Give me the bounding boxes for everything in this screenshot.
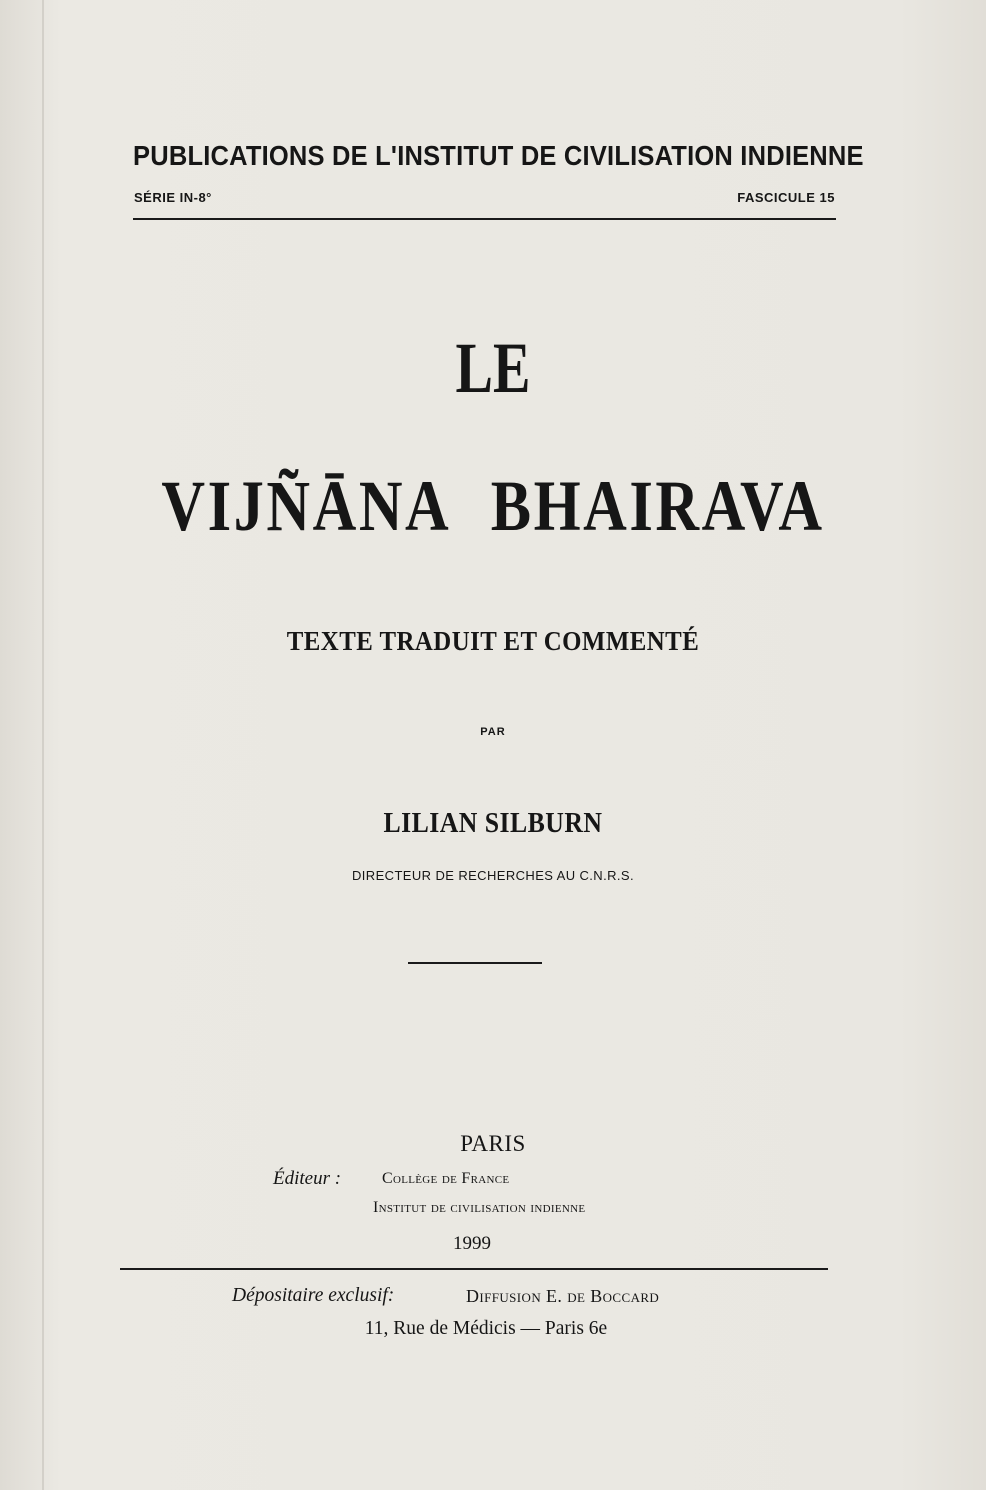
book-subtitle: TEXTE TRADUIT ET COMMENTÉ (286, 626, 700, 656)
publisher-name: Collège de France (382, 1170, 510, 1187)
author-name: LILIAN SILBURN (383, 808, 603, 839)
series-title: PUBLICATIONS DE L'INSTITUT DE CIVILISATION INDIENNE (133, 141, 864, 172)
series-label: SÉRIE IN-8° (134, 190, 212, 205)
fascicle-label: FASCICULE 15 (737, 190, 835, 205)
publication-city: PARIS (460, 1131, 526, 1156)
center-rule (408, 962, 542, 964)
by-label: PAR (480, 726, 506, 738)
cover-fold-line (42, 0, 44, 1490)
book-title-line-2: VIJÑĀNA BHAIRAVA (161, 466, 825, 546)
top-rule (133, 218, 836, 220)
author-role: DIRECTEUR DE RECHERCHES AU C.N.R.S. (352, 868, 634, 883)
distributor-address: 11, Rue de Médicis — Paris 6e (364, 1318, 608, 1339)
distributor-name: Diffusion E. de Boccard (466, 1286, 660, 1306)
bottom-rule (120, 1268, 828, 1270)
book-title-line-1: LE (455, 328, 531, 408)
publication-year: 1999 (453, 1233, 491, 1254)
publisher-institute: Institut de civilisation indienne (373, 1199, 586, 1216)
publisher-label: Éditeur : (273, 1168, 342, 1189)
distributor-label: Dépositaire exclusif: (232, 1285, 395, 1306)
